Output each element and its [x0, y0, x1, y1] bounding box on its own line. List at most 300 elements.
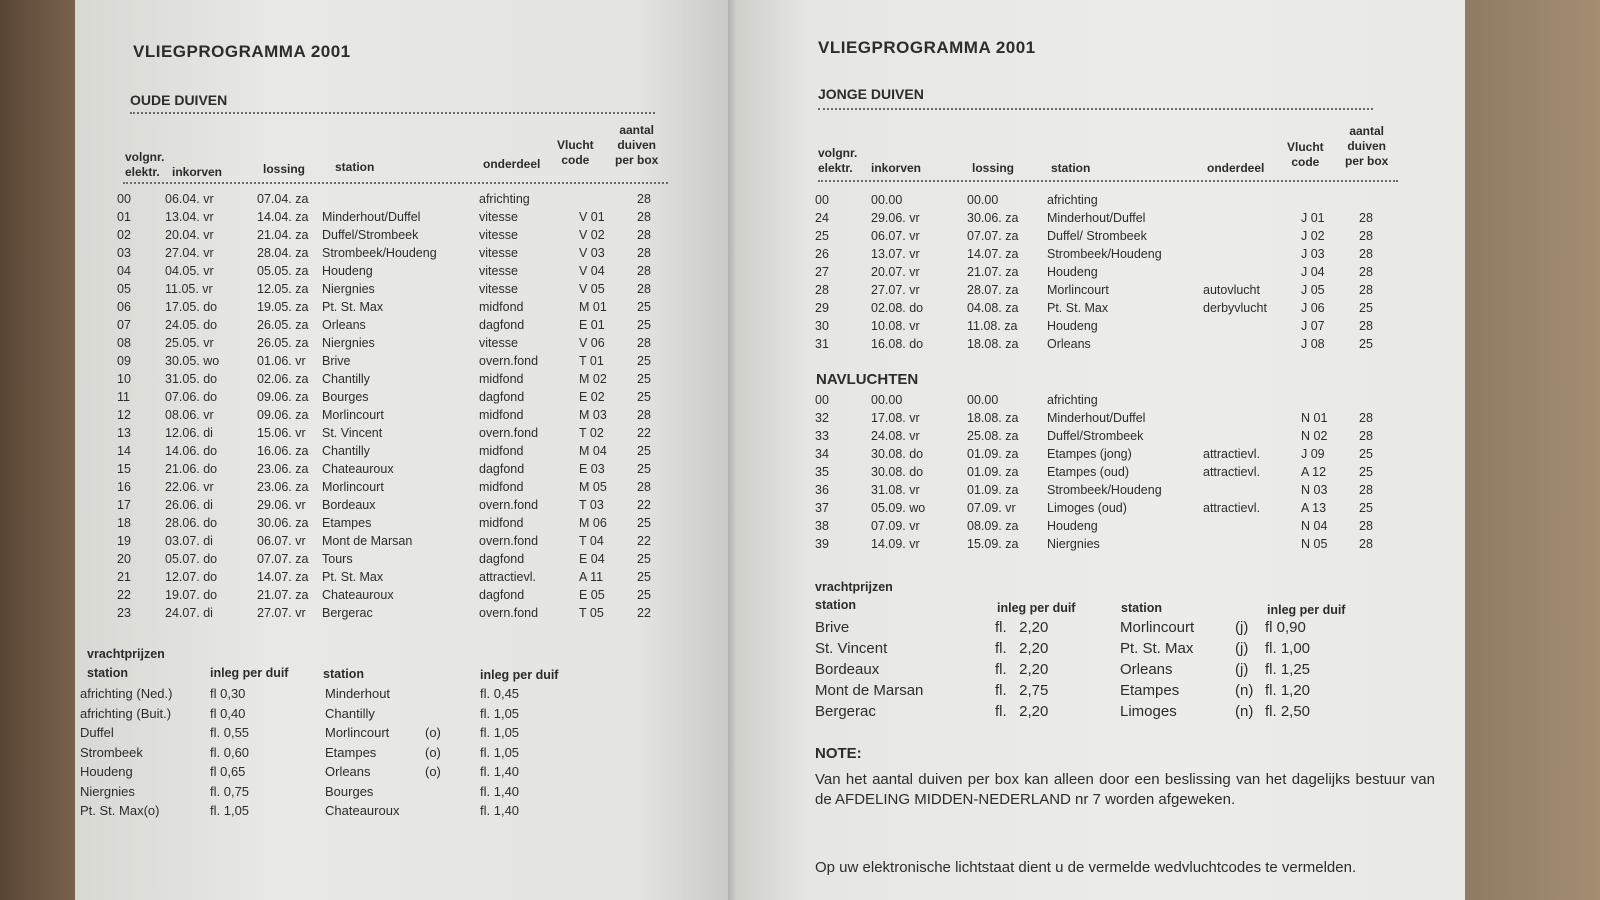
freight-p2: fl. 1,05 [480, 725, 520, 740]
freight-p2: fl. 1,40 [480, 764, 520, 779]
freight-row [815, 680, 1435, 701]
cell-ink: 31.08. vr [871, 483, 920, 497]
cell-nr: 26 [815, 247, 829, 261]
col-header-inkorven: inkorven [871, 161, 922, 175]
freight-s2: Chateauroux [325, 803, 400, 818]
cell-nr: 03 [117, 246, 131, 260]
cell-box: 25 [637, 354, 651, 368]
cell-ink: 20.04. vr [165, 228, 214, 242]
cell-station: Strombeek/Houdeng [1047, 247, 1162, 261]
cell-station: St. Vincent [322, 426, 383, 440]
cell-station: Chateauroux [322, 462, 394, 476]
cell-code: A 12 [1301, 465, 1327, 479]
freight-s1: africhting (Buit.) [80, 705, 172, 721]
cell-nr: 20 [117, 552, 131, 566]
cell-nr: 38 [815, 519, 829, 533]
cell-station: Etampes [322, 516, 372, 530]
cell-nr: 19 [117, 534, 131, 548]
cell-box: 25 [637, 390, 651, 404]
cell-ink: 11.05. vr [165, 282, 213, 296]
table-row [117, 226, 677, 244]
cell-box: 28 [1359, 411, 1373, 425]
cell-station: Orleans [322, 318, 366, 332]
col-header-lossing: lossing [263, 162, 306, 176]
cell-code: V 04 [579, 264, 605, 278]
page-title: VLIEGPROGRAMMA 2001 [818, 38, 1036, 57]
cell-nr: 31 [815, 337, 829, 351]
cell-code: M 02 [579, 372, 607, 386]
schedule-table-young [815, 191, 1415, 353]
cell-code: M 01 [579, 300, 607, 314]
freight-p1: fl. 1,05 [210, 803, 250, 818]
cell-onderdeel: autovlucht [1203, 283, 1260, 297]
cell-ink: 14.09. vr [871, 537, 920, 551]
cell-ink: 07.09. vr [871, 519, 920, 533]
cell-code: M 04 [579, 444, 607, 458]
cell-box: 25 [1359, 337, 1373, 351]
cell-code: M 06 [579, 516, 607, 530]
cell-box: 28 [1359, 537, 1373, 551]
cell-ink: 12.07. do [165, 570, 218, 584]
freight-s2: Etampes [325, 744, 377, 760]
cell-box: 25 [1359, 301, 1373, 315]
cell-los: 11.08. za [967, 319, 1018, 333]
table-row [117, 208, 677, 226]
freight-s2: Limoges [1120, 703, 1177, 720]
cell-ink: 13.04. vr [165, 210, 214, 224]
cell-onderdeel: overn.fond [479, 606, 539, 620]
cell-code: M 03 [579, 408, 607, 422]
table-row [117, 316, 677, 334]
cell-ink: 24.07. di [165, 606, 213, 620]
divider [818, 108, 1373, 110]
cell-code: J 08 [1301, 337, 1325, 351]
cell-station: Niergnies [322, 336, 375, 350]
freight-row [815, 701, 1435, 722]
freight-s1: Houdeng [80, 764, 133, 779]
cell-los: 18.08. za [967, 337, 1019, 351]
cell-station: Bordeaux [322, 498, 376, 512]
cell-onderdeel: overn.fond [479, 534, 539, 548]
cell-station: Bergerac [322, 606, 373, 620]
cell-nr: 34 [815, 447, 829, 461]
cell-los: 01.06. vr [257, 354, 306, 368]
cell-onderdeel: dagfond [479, 588, 525, 602]
table-row [117, 550, 677, 568]
cell-box: 28 [637, 336, 651, 350]
cell-code: T 02 [579, 426, 604, 440]
cell-code: J 02 [1301, 229, 1325, 243]
freight-s1: Niergnies [80, 783, 135, 799]
cell-station: Duffel/Strombeek [322, 228, 419, 242]
cell-onderdeel: midfond [479, 516, 524, 530]
cell-onderdeel: attractievl. [1203, 465, 1260, 479]
cell-los: 15.06. vr [257, 426, 306, 440]
freight-p2: fl. 1,40 [480, 803, 520, 818]
freight-p1: fl. 0,75 [210, 783, 250, 799]
freight-row [815, 659, 1435, 680]
cell-nr: 29 [815, 301, 829, 315]
table-row [815, 517, 1415, 535]
cell-box: 28 [1359, 211, 1373, 225]
col-header-onderdeel: onderdeel [1207, 161, 1265, 175]
cell-los: 07.07. za [967, 229, 1019, 243]
cell-los: 06.07. vr [257, 534, 306, 548]
cell-code: E 05 [579, 588, 605, 602]
table-row [117, 568, 677, 586]
freight-p1: fl. 2,75 [995, 682, 1049, 699]
cell-box: 22 [637, 606, 651, 620]
freight-row [815, 638, 1435, 659]
table-surface-right [1460, 0, 1600, 900]
cell-nr: 00 [117, 192, 131, 206]
cell-code: J 09 [1301, 447, 1325, 461]
cell-nr: 22 [117, 588, 131, 602]
table-row [815, 427, 1415, 445]
cell-nr: 01 [117, 210, 131, 224]
cell-nr: 23 [117, 606, 131, 620]
cell-los: 15.09. za [967, 537, 1019, 551]
freight-s1: Pt. St. Max(o) [80, 803, 160, 818]
cell-ink: 12.06. di [165, 426, 213, 440]
cell-code: T 01 [579, 354, 604, 368]
cell-ink: 10.08. vr [871, 319, 920, 333]
cell-onderdeel: africhting [479, 192, 530, 206]
fr-header-station: station [87, 666, 128, 680]
cell-box: 25 [637, 588, 651, 602]
fr-header-station-2: station [1121, 601, 1162, 615]
cell-box: 28 [637, 228, 651, 242]
cell-station: Niergnies [1047, 537, 1100, 551]
cell-nr: 08 [117, 336, 131, 350]
table-row [815, 263, 1415, 281]
table-row [815, 227, 1415, 245]
cell-los: 12.05. za [257, 282, 309, 296]
cell-onderdeel: vitesse [479, 336, 518, 350]
cell-station: Minderhout/Duffel [322, 210, 421, 224]
freight-prices-old [80, 684, 580, 821]
table-row [815, 245, 1415, 263]
cell-los: 01.09. za [967, 483, 1019, 497]
note-paragraph-2: Op uw elektronische lichtstaat dient u de vermelde wedvluchtcodes te vermelden. [815, 859, 1357, 876]
navluchten-title: NAVLUCHTEN [816, 371, 919, 388]
cell-code: N 03 [1301, 483, 1328, 497]
freight-p2: fl. 1,25 [1265, 661, 1311, 678]
cell-nr: 21 [117, 570, 131, 584]
cell-los: 27.07. vr [257, 606, 306, 620]
col-header-onderdeel: onderdeel [483, 157, 541, 171]
cell-station: Houdeng [1047, 319, 1098, 333]
cell-box: 25 [637, 444, 651, 458]
cell-ink: 17.08. vr [871, 411, 920, 425]
cell-ink: 30.08. do [871, 465, 924, 479]
cell-station: Orleans [1047, 337, 1091, 351]
cell-station: Tours [322, 552, 353, 566]
table-row [815, 409, 1415, 427]
cell-onderdeel: attractievl. [1203, 501, 1260, 515]
cell-nr: 17 [117, 498, 131, 512]
cell-onderdeel: derbyvlucht [1203, 301, 1267, 315]
cell-ink: 25.05. vr [165, 336, 214, 350]
cell-station: Pt. St. Max [1047, 301, 1109, 315]
table-row [815, 463, 1415, 481]
cell-code: E 02 [579, 390, 605, 404]
cell-box: 28 [637, 246, 651, 260]
table-row [815, 481, 1415, 499]
cell-onderdeel: vitesse [479, 246, 518, 260]
cell-box: 22 [637, 498, 651, 512]
cell-station: Morlincourt [322, 408, 384, 422]
freight-s1: St. Vincent [815, 640, 888, 657]
table-row [117, 190, 677, 208]
cell-los: 01.09. za [967, 447, 1019, 461]
cell-code: J 05 [1301, 283, 1325, 297]
table-row [117, 388, 677, 406]
cell-ink: 04.05. vr [165, 264, 214, 278]
cell-box: 22 [637, 534, 651, 548]
freight-p2: fl. 1,05 [480, 705, 520, 721]
cell-code: N 02 [1301, 429, 1328, 443]
cell-nr: 30 [815, 319, 829, 333]
cell-code: A 13 [1301, 501, 1327, 515]
cell-onderdeel: attractievl. [1203, 447, 1260, 461]
table-row [117, 442, 677, 460]
cell-box: 28 [1359, 283, 1373, 297]
table-row [815, 335, 1415, 353]
table-row [117, 532, 677, 550]
cell-ink: 27.04. vr [165, 246, 214, 260]
cell-station: Houdeng [1047, 265, 1098, 279]
cell-box: 25 [1359, 447, 1373, 461]
schedule-table-old [117, 190, 677, 622]
cell-station: africhting [1047, 193, 1098, 207]
fr-header-inleg-2: inleg per duif [1267, 603, 1346, 617]
cell-station: Chantilly [322, 444, 370, 458]
cell-ink: 16.08. do [871, 337, 924, 351]
cell-nr: 27 [815, 265, 829, 279]
freight-row [80, 704, 580, 724]
cell-ink: 06.04. vr [165, 192, 214, 206]
cell-station: Houdeng [322, 264, 373, 278]
freight-p1: fl 0,40 [210, 705, 246, 721]
page-title: VLIEGPROGRAMMA 2001 [133, 42, 351, 61]
table-row [117, 460, 677, 478]
cell-code: N 05 [1301, 537, 1328, 551]
cell-station: Morlincourt [322, 480, 384, 494]
freight-p2: fl. 1,05 [480, 744, 520, 760]
cell-code: T 03 [579, 498, 604, 512]
cell-nr: 18 [117, 516, 131, 530]
freight-row [80, 782, 580, 802]
note-paragraph-1: Van het aantal duiven per box kan alleen door een beslissing van het dagelijks bestuur van de AFDELING MIDDEN-NEDERLAND nr 7 worden afgeweken. [815, 771, 1435, 808]
cell-code: E 04 [579, 552, 605, 566]
cell-los: 00.00 [967, 193, 999, 207]
vrachtprijzen-title: vrachtprijzen [815, 580, 893, 594]
cell-los: 14.07. za [967, 247, 1019, 261]
freight-s2: Morlincourt [325, 725, 390, 740]
cell-box: 28 [1359, 429, 1373, 443]
cell-los: 16.06. za [257, 444, 309, 458]
cell-ink: 00.00 [871, 393, 903, 407]
cell-onderdeel: dagfond [479, 552, 525, 566]
freight-p2: fl. 2,50 [1265, 703, 1311, 720]
table-row [117, 262, 677, 280]
freight-p1: fl 0,30 [210, 686, 246, 701]
cell-onderdeel: midfond [479, 444, 524, 458]
cell-los: 05.05. za [257, 264, 309, 278]
cell-ink: 30.08. do [871, 447, 924, 461]
cell-box: 28 [637, 210, 651, 224]
cell-nr: 13 [117, 426, 131, 440]
col-header-volgnr: volgnr. elektr. [125, 150, 165, 179]
table-row [815, 445, 1415, 463]
cell-station: Etampes (jong) [1047, 447, 1132, 461]
freight-t2: (j) [1235, 661, 1249, 678]
cell-station: Mont de Marsan [322, 534, 413, 548]
cell-code: A 11 [579, 570, 604, 584]
cell-los: 02.06. za [257, 372, 309, 386]
cell-station: Pt. St. Max [322, 570, 384, 584]
table-row [117, 280, 677, 298]
cell-code: J 04 [1301, 265, 1325, 279]
cell-nr: 00 [815, 393, 829, 407]
freight-p1: fl. 2,20 [995, 661, 1049, 678]
freight-row [80, 801, 580, 821]
cell-los: 07.09. vr [967, 501, 1016, 515]
cell-ink: 24.08. vr [871, 429, 920, 443]
table-row [815, 281, 1415, 299]
cell-box: 28 [637, 192, 651, 206]
cell-onderdeel: overn.fond [479, 498, 539, 512]
freight-t2: (o) [425, 725, 441, 740]
cell-code: J 01 [1301, 211, 1325, 225]
cell-los: 01.09. za [967, 465, 1019, 479]
cell-nr: 24 [815, 211, 829, 225]
cell-box: 28 [1359, 247, 1373, 261]
cell-los: 07.04. za [257, 192, 309, 206]
divider [818, 180, 1398, 182]
cell-nr: 09 [117, 354, 131, 368]
col-header-lossing: lossing [972, 161, 1015, 175]
cell-nr: 07 [117, 318, 131, 332]
cell-station: Strombeek/Houdeng [1047, 483, 1162, 497]
cell-los: 09.06. za [257, 408, 309, 422]
cell-nr: 25 [815, 229, 829, 243]
cell-box: 22 [637, 426, 651, 440]
cell-nr: 11 [117, 390, 130, 404]
cell-los: 14.04. za [257, 210, 309, 224]
cell-station: Duffel/Strombeek [1047, 429, 1144, 443]
cell-station: Niergnies [322, 282, 375, 296]
table-row [117, 406, 677, 424]
section-title: JONGE DUIVEN [818, 86, 924, 102]
cell-onderdeel: dagfond [479, 390, 525, 404]
cell-onderdeel: vitesse [479, 264, 518, 278]
freight-p1: fl. 2,20 [995, 703, 1049, 720]
col-header-station: station [1051, 161, 1091, 175]
cell-ink: 20.07. vr [871, 265, 920, 279]
cell-nr: 00 [815, 193, 829, 207]
cell-nr: 12 [117, 408, 131, 422]
cell-ink: 27.07. vr [871, 283, 920, 297]
cell-box: 25 [637, 552, 651, 566]
cell-box: 25 [1359, 501, 1373, 515]
table-row [117, 496, 677, 514]
cell-station: Morlincourt [1047, 283, 1109, 297]
cell-station: Strombeek/Houdeng [322, 246, 437, 260]
cell-los: 19.05. za [257, 300, 309, 314]
table-row [815, 317, 1415, 335]
cell-box: 28 [1359, 319, 1373, 333]
freight-p1: fl. 2,20 [995, 619, 1049, 636]
cell-box: 28 [1359, 483, 1373, 497]
fr-header-station-2: station [323, 667, 364, 681]
cell-los: 21.04. za [257, 228, 309, 242]
cell-box: 28 [637, 264, 651, 278]
cell-station: Bourges [322, 390, 369, 404]
freight-s1: Mont de Marsan [815, 682, 924, 699]
cell-code: E 01 [579, 318, 605, 332]
freight-t2: (o) [425, 744, 441, 760]
freight-p2: fl. 1,20 [1265, 682, 1311, 699]
fr-header-inleg: inleg per duif [997, 601, 1076, 615]
cell-ink: 08.06. vr [165, 408, 214, 422]
cell-code: T 05 [579, 606, 604, 620]
cell-onderdeel: dagfond [479, 462, 525, 476]
cell-ink: 19.07. do [165, 588, 218, 602]
cell-code: V 01 [579, 210, 605, 224]
freight-p1: fl 0,65 [210, 764, 246, 779]
cell-ink: 13.07. vr [871, 247, 920, 261]
cell-los: 14.07. za [257, 570, 309, 584]
freight-p2: fl. 1,00 [1265, 640, 1311, 657]
cell-los: 21.07. za [257, 588, 309, 602]
freight-p2: fl 0,90 [1265, 619, 1306, 636]
cell-onderdeel: vitesse [479, 228, 518, 242]
freight-row [815, 617, 1435, 638]
freight-t2: (j) [1235, 619, 1249, 636]
cell-station: Etampes (oud) [1047, 465, 1129, 479]
cell-box: 28 [637, 282, 651, 296]
table-row [117, 244, 677, 262]
freight-s2: Bourges [325, 783, 374, 799]
freight-s2: Orleans [325, 764, 371, 779]
cell-station: Limoges (oud) [1047, 501, 1127, 515]
fr-header-inleg-2: inleg per duif [480, 668, 559, 682]
cell-los: 23.06. za [257, 462, 309, 476]
cell-onderdeel: overn.fond [479, 354, 539, 368]
cell-code: V 06 [579, 336, 605, 350]
cell-box: 28 [637, 408, 651, 422]
freight-s1: africhting (Ned.) [80, 686, 173, 701]
cell-los: 09.06. za [257, 390, 309, 404]
cell-nr: 16 [117, 480, 131, 494]
cell-station: africhting [1047, 393, 1098, 407]
col-header-vluchtcode: Vlucht code [557, 138, 594, 167]
cell-nr: 39 [815, 537, 829, 551]
cell-los: 29.06. vr [257, 498, 306, 512]
freight-s1: Bergerac [815, 703, 876, 720]
cell-ink: 05.07. do [165, 552, 218, 566]
col-header-aantal: aantal duiven per box [615, 123, 659, 167]
freight-t2: (j) [1235, 640, 1249, 657]
freight-row [80, 762, 580, 782]
table-row [815, 391, 1415, 409]
cell-los: 26.05. za [257, 336, 309, 350]
cell-los: 30.06. za [967, 211, 1019, 225]
cell-ink: 02.08. do [871, 301, 924, 315]
cell-onderdeel: midfond [479, 300, 524, 314]
